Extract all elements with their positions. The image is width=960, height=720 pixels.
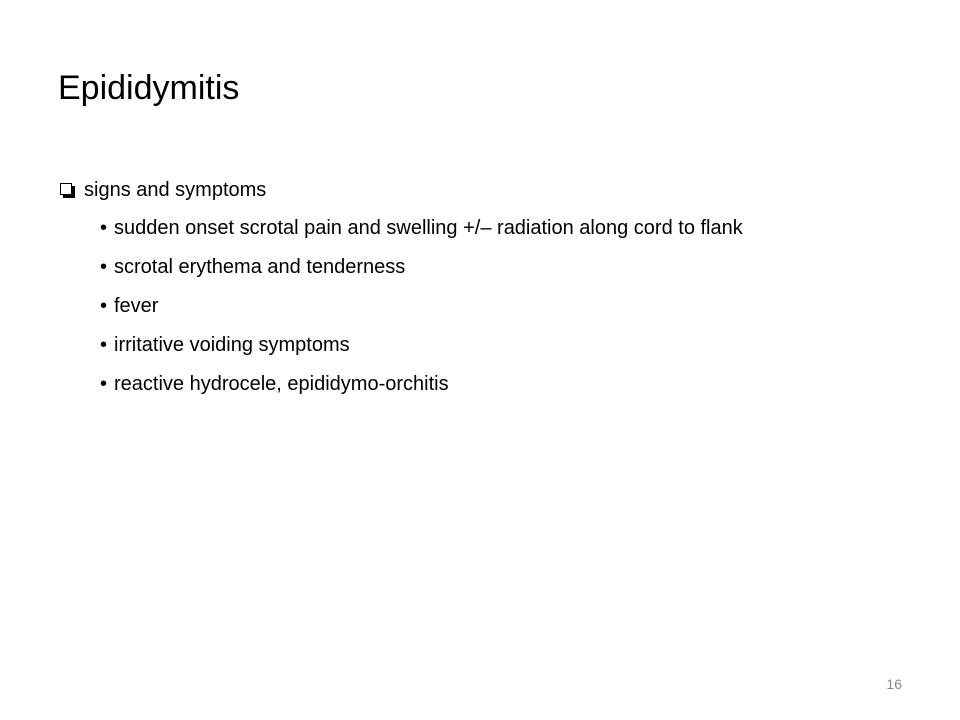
list-item — [100, 209, 940, 248]
list-item — [100, 287, 940, 326]
bullet-text: reactive hydrocele, epididymo-orchitis — [114, 373, 449, 395]
list-item — [100, 248, 940, 287]
bullet-marker: • — [100, 295, 108, 317]
section-heading — [60, 175, 266, 205]
bullet-text: sudden onset scrotal pain and swelling +/– radiation along cord to flank — [114, 217, 743, 239]
bullet-marker: • — [100, 217, 108, 239]
bullet-marker: • — [100, 256, 108, 278]
bullet-list — [100, 209, 940, 404]
section-label: signs and symptoms — [84, 178, 267, 201]
list-item — [100, 326, 940, 365]
bullet-marker: • — [100, 373, 108, 395]
bullet-marker: • — [100, 334, 108, 356]
list-item — [100, 365, 940, 404]
checkbox-icon — [60, 183, 74, 197]
slide-title: Epididymitis — [58, 69, 240, 107]
bullet-text: irritative voiding symptoms — [114, 334, 350, 356]
bullet-text: scrotal erythema and tenderness — [114, 256, 406, 278]
page-number: 16 — [886, 676, 902, 692]
bullet-text: fever — [114, 295, 159, 317]
